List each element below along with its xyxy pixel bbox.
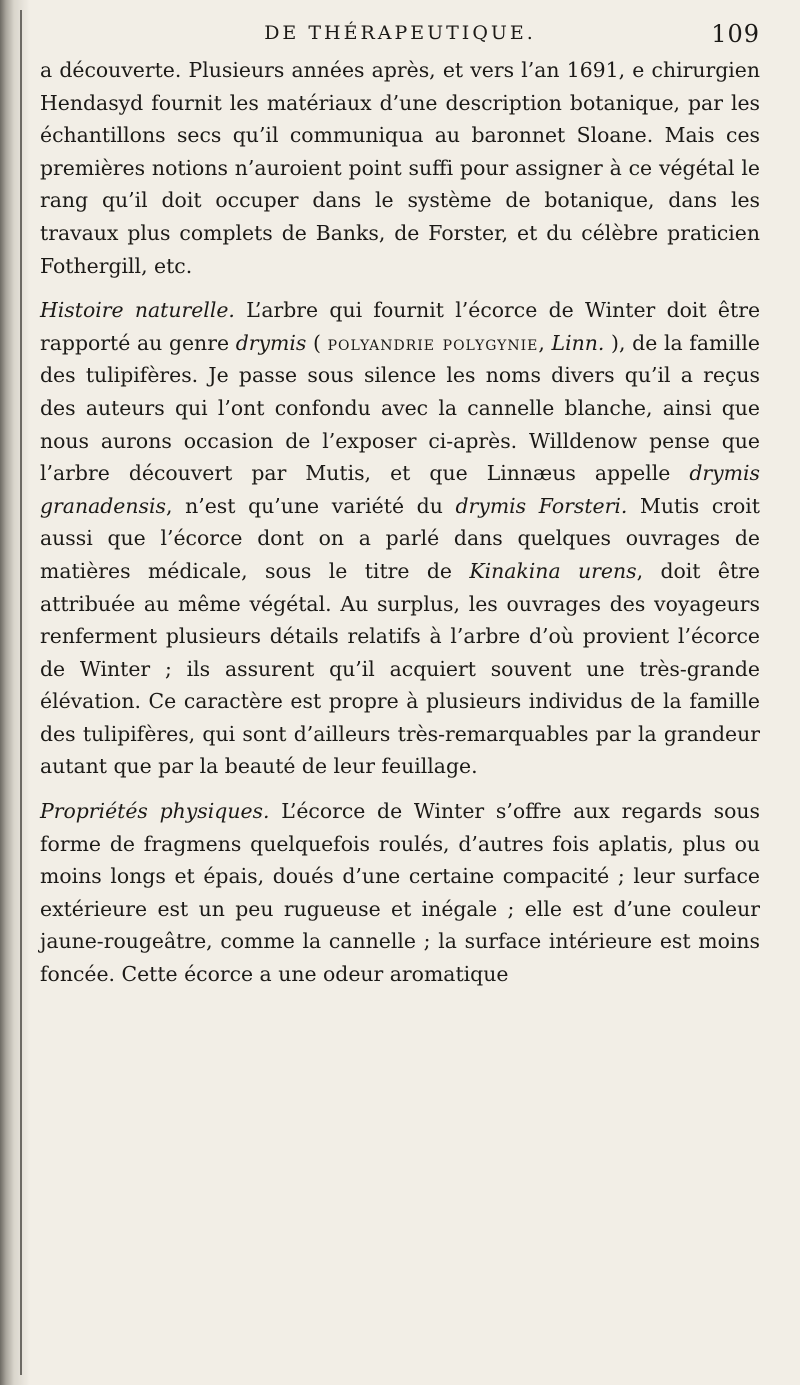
running-head: [40, 14, 760, 54]
binding-gutter: [0, 0, 30, 1385]
text-run: Mutis croit aussi que l’écorce dont on a parlé dans quelques ouvrages de matières médicale, sous le titre de: [40, 493, 760, 583]
paragraph-proprietes-physiques: [40, 795, 760, 991]
text-run: a découverte. Plusieurs années après, et vers l’an 1691, e chirurgien Hendasyd fournit les matériaux d’une description botanique, par les échantillons secs qu’il communiqua au baronnet Sloane. Mais ces premières notions n’auroient point suffi pour assigner à ce végétal le rang qu’il doit occuper dans le système de botanique, dans les travaux plus complets de Banks, de Forster, et du célèbre praticien Fothergill, etc.: [40, 58, 760, 278]
text-run: L’arbre qui fournit l’écorce de Winter doit être rapporté au genre: [40, 298, 761, 355]
book-page: [40, 14, 760, 991]
paragraph-intro: [40, 54, 760, 282]
gutter-edge-line: [20, 10, 22, 1375]
text-run: ), de la famille des tulipifères. Je passe sous silence les noms divers qu’il a reçus des auteurs qui l’ont confondu avec la cannelle blanche, ainsi que nous aurons occasion de l’exposer ci-après. Willdenow pense que l’arbre découvert par Mutis, et que Linnæus appelle: [40, 330, 760, 486]
text-run: ,: [538, 330, 552, 355]
text-run: drymis granadensis: [40, 461, 760, 518]
text-run: Propriétés physiques.: [40, 799, 270, 824]
page-number: 109: [711, 20, 760, 48]
paragraph-histoire-naturelle: [40, 294, 760, 783]
running-title: DE THÉRAPEUTIQUE.: [264, 22, 536, 44]
text-run: (: [306, 330, 328, 355]
text-run: Linn.: [551, 330, 605, 355]
text-run: , doit être attribuée au même végétal. Au surplus, les ouvrages des voyageurs renferment plusieurs détails relatifs à l’arbre d’où provient l’écorce de Winter ; ils assurent qu’il acquiert souvent une très-grande élévation. Ce caractère est propre à plusieurs individus de la famille des tulipifères, qui sont d’ailleurs très-remarquables par la grandeur autant que par la beauté de leur feuillage.: [40, 558, 760, 779]
text-run: Histoire naturelle.: [40, 298, 235, 323]
text-run: drymis Forsteri.: [455, 493, 628, 518]
text-run: , n’est qu’une variété du: [165, 493, 456, 518]
text-run: polyandrie polygynie: [327, 330, 539, 355]
text-run: Kinakina urens: [469, 558, 637, 583]
text-run: L’écorce de Winter s’offre aux regards sous forme de fragmens quelquefois roulés, d’autres fois aplatis, plus ou moins longs et épais, doués d’une certaine compacité ; leur surface extérieure est un peu rugueuse et inégale ; elle est d’une couleur jaune-rougeâtre, comme la cannelle ; la surface intérieure est moins foncée. Cette écorce a une odeur aromatique: [40, 799, 760, 987]
text-run: drymis: [235, 330, 307, 355]
